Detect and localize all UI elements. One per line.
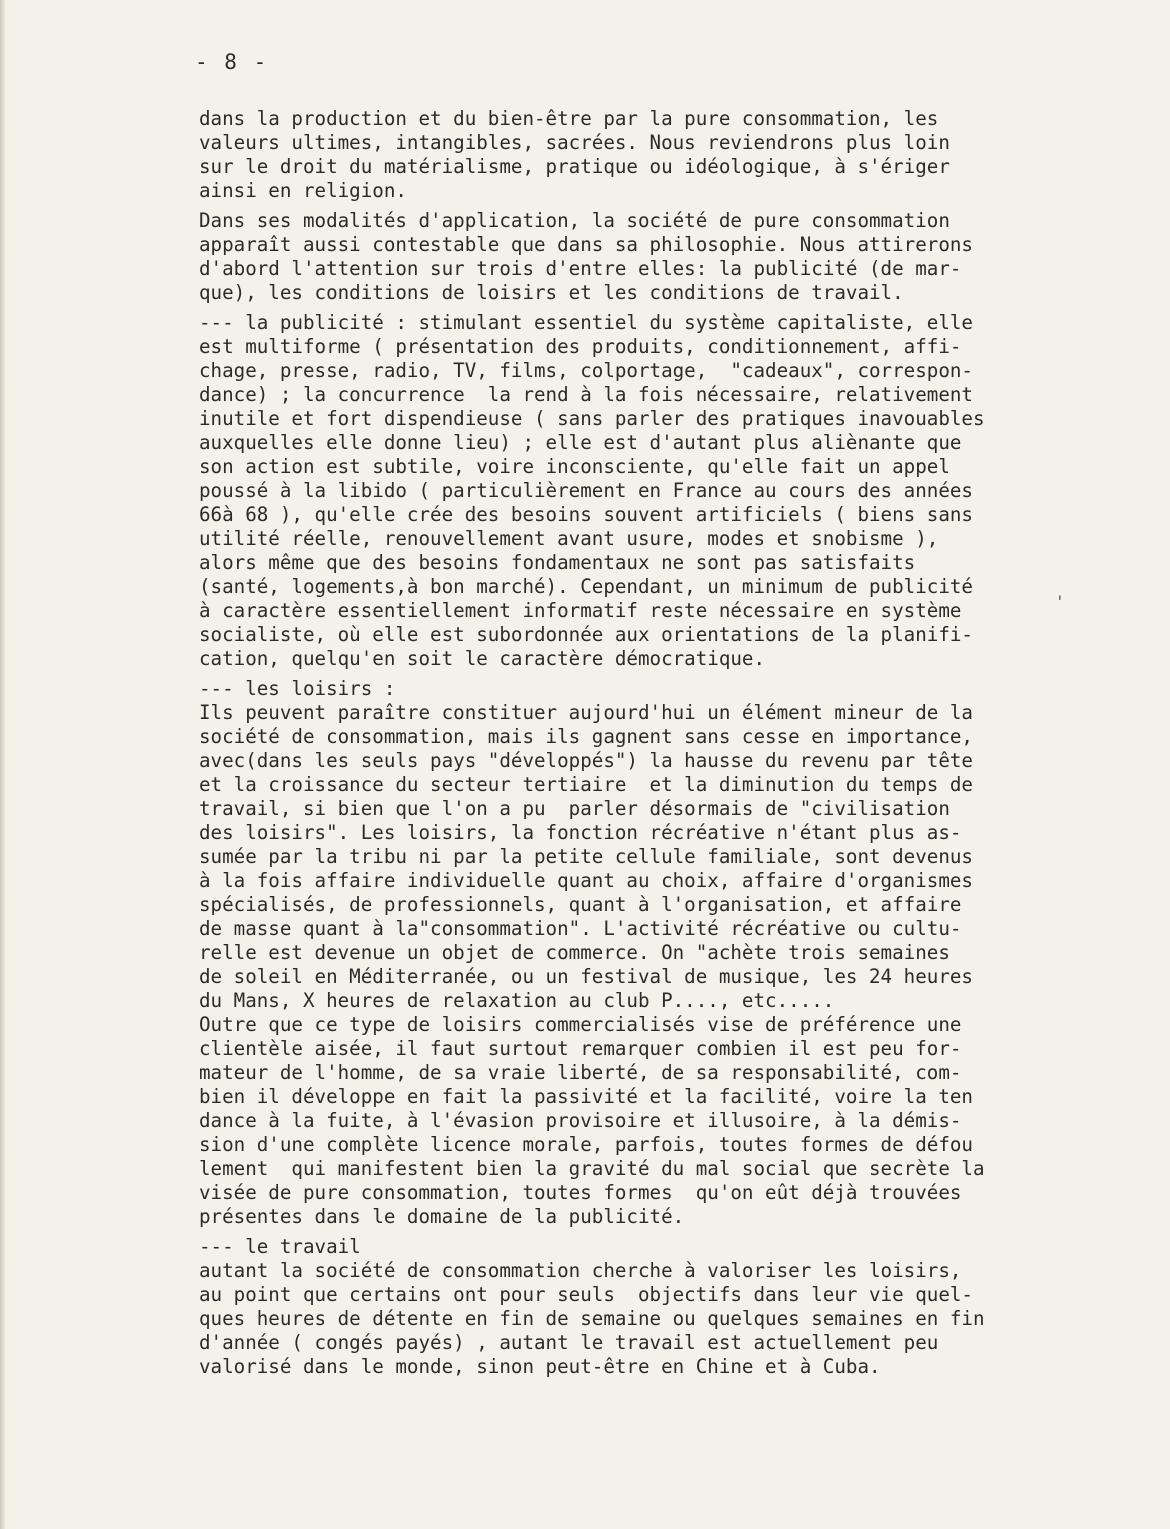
- text-line: des loisirs". Les loisirs, la fonction récréative n'étant plus as-: [199, 821, 962, 844]
- text-line: son action est subtile, voire inconsciente, qu'elle fait un appel: [199, 455, 950, 478]
- text-line: sion d'une complète licence morale, parfois, toutes formes de défou: [199, 1133, 973, 1156]
- text-line: inutile et fort dispendieuse ( sans parler des pratiques inavouables: [199, 407, 985, 430]
- text-line: cation, quelqu'en soit le caractère démocratique.: [199, 647, 766, 670]
- page-edge-shadow: [0, 0, 6, 1529]
- text-line: lement qui manifestent bien la gravité du mal social que secrète la: [199, 1157, 985, 1180]
- paragraph: [199, 311, 1069, 671]
- text-line: et la croissance du secteur tertiaire et la diminution du temps de: [199, 773, 973, 796]
- text-line: Ils peuvent paraître constituer aujourd'hui un élément mineur de la: [199, 701, 973, 724]
- text-line: du Mans, X heures de relaxation au club P...., etc.....: [199, 989, 835, 1012]
- text-line: --- le travail: [199, 1235, 361, 1258]
- page-number: - 8 -: [195, 50, 269, 74]
- text-line: présentes dans le domaine de la publicité.: [199, 1205, 685, 1228]
- text-line: sur le droit du matérialisme, pratique ou idéologique, à s'ériger: [199, 155, 950, 178]
- text-line: spécialisés, de professionnels, quant à l'organisation, et affaire: [199, 893, 962, 916]
- text-line: ainsi en religion.: [199, 179, 407, 202]
- text-line: poussé à la libido ( particulièrement en France au cours des années: [199, 479, 973, 502]
- text-line: dance à la fuite, à l'évasion provisoire et illusoire, à la démis-: [199, 1109, 962, 1132]
- text-line: clientèle aisée, il faut surtout remarquer combien il est peu for-: [199, 1037, 962, 1060]
- text-line: que), les conditions de loisirs et les conditions de travail.: [199, 281, 904, 304]
- text-line: relle est devenue un objet de commerce. On "achète trois semaines: [199, 941, 950, 964]
- text-line: d'abord l'attention sur trois d'entre elles: la publicité (de mar-: [199, 257, 962, 280]
- text-line: apparaît aussi contestable que dans sa philosophie. Nous attirerons: [199, 233, 973, 256]
- text-line: alors même que des besoins fondamentaux ne sont pas satisfaits: [199, 551, 916, 574]
- text-line: valeurs ultimes, intangibles, sacrées. Nous reviendrons plus loin: [199, 131, 950, 154]
- text-line: ques heures de détente en fin de semaine ou quelques semaines en fin: [199, 1307, 985, 1330]
- text-line: au point que certains ont pour seuls objectifs dans leur vie quel-: [199, 1283, 973, 1306]
- paragraph: [199, 677, 1069, 1229]
- text-line: valorisé dans le monde, sinon peut-être en Chine et à Cuba.: [199, 1355, 881, 1378]
- paragraph: [199, 107, 1069, 203]
- text-line: est multiforme ( présentation des produits, conditionnement, affi-: [199, 335, 962, 358]
- text-line: --- la publicité : stimulant essentiel du système capitaliste, elle: [199, 311, 973, 334]
- text-line: de soleil en Méditerranée, ou un festival de musique, les 24 heures: [199, 965, 973, 988]
- text-line: Dans ses modalités d'application, la société de pure consommation: [199, 209, 950, 232]
- paragraph: [199, 1235, 1069, 1379]
- paragraph: [199, 209, 1069, 305]
- text-line: Outre que ce type de loisirs commercialisés vise de préférence une: [199, 1013, 962, 1036]
- text-line: travail, si bien que l'on a pu parler désormais de "civilisation: [199, 797, 950, 820]
- text-line: sumée par la tribu ni par la petite cellule familiale, sont devenus: [199, 845, 973, 868]
- text-line: à caractère essentiellement informatif reste nécessaire en système: [199, 599, 962, 622]
- text-line: (santé, logements,à bon marché). Cependant, un minimum de publicité: [199, 575, 973, 598]
- text-line: dans la production et du bien-être par la pure consommation, les: [199, 107, 939, 130]
- stray-mark: ': [1055, 592, 1065, 611]
- text-line: --- les loisirs :: [199, 677, 396, 700]
- text-line: dance) ; la concurrence la rend à la fois nécessaire, relativement: [199, 383, 973, 406]
- text-line: d'année ( congés payés) , autant le travail est actuellement peu: [199, 1331, 939, 1354]
- text-line: 66à 68 ), qu'elle crée des besoins souvent artificiels ( biens sans: [199, 503, 973, 526]
- text-line: à la fois affaire individuelle quant au choix, affaire d'organismes: [199, 869, 973, 892]
- text-line: utilité réelle, renouvellement avant usure, modes et snobisme ),: [199, 527, 939, 550]
- text-line: autant la société de consommation cherche à valoriser les loisirs,: [199, 1259, 962, 1282]
- text-line: auxquelles elle donne lieu) ; elle est d'autant plus aliènante que: [199, 431, 962, 454]
- text-line: visée de pure consommation, toutes formes qu'on eût déjà trouvées: [199, 1181, 962, 1204]
- text-line: bien il développe en fait la passivité et la facilité, voire la ten: [199, 1085, 973, 1108]
- text-line: avec(dans les seuls pays "développés") la hausse du revenu par tête: [199, 749, 973, 772]
- text-line: chage, presse, radio, TV, films, colportage, "cadeaux", correspon-: [199, 359, 973, 382]
- text-line: socialiste, où elle est subordonnée aux orientations de la planifi-: [199, 623, 973, 646]
- body-text: [199, 107, 1069, 1379]
- text-line: mateur de l'homme, de sa vraie liberté, de sa responsabilité, com-: [199, 1061, 962, 1084]
- text-line: société de consommation, mais ils gagnent sans cesse en importance,: [199, 725, 973, 748]
- text-line: de masse quant à la"consommation". L'activité récréative ou cultu-: [199, 917, 962, 940]
